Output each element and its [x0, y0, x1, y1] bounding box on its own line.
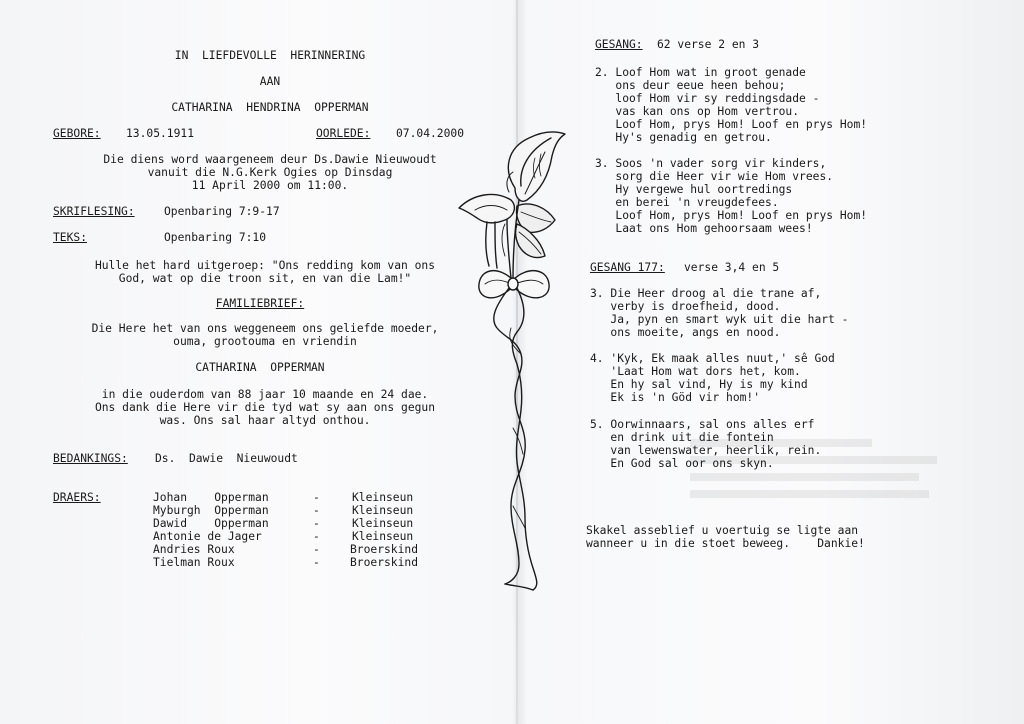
- pallbearer-dash: -: [313, 517, 320, 530]
- pallbearer-dash: -: [313, 491, 320, 504]
- deceased-short-name: CATHARINA OPPERMAN: [195, 361, 325, 374]
- pallbearers-label: DRAERS:: [53, 491, 101, 504]
- verse-3-line-3: Hy vergewe hul oortredings: [595, 183, 793, 196]
- pallbearer-name: Myburgh Opperman: [153, 504, 269, 517]
- verse-2-line-1: 2. Loof Hom wat in groot genade: [595, 66, 806, 79]
- died-date: 07.04.2000: [396, 127, 465, 140]
- verse-5-line-2: en drink uit die fontein: [590, 431, 774, 444]
- service-line-3: 11 April 2000 om 11:00.: [191, 179, 349, 192]
- verse-3b-line-1: 3. Die Heer droog al die trane af,: [590, 287, 822, 300]
- verse-3b-line-2: verby is droefheid, dood.: [590, 300, 781, 313]
- verse-3b-line-4: ons moeite, angs en nood.: [590, 326, 781, 339]
- text-label: TEKS:: [53, 231, 88, 244]
- pallbearer-name: Antonie de Jager: [153, 530, 262, 543]
- verse-3-line-1: 3. Soos 'n vader sorg vir kinders,: [595, 157, 827, 170]
- verse-4-line-4: Ek is 'n Göd vir hom!': [590, 391, 761, 404]
- pallbearer-relation: Kleinseun: [352, 517, 414, 530]
- born-date: 13.05.1911: [126, 127, 195, 140]
- pallbearer-name: Tielman Roux: [153, 556, 235, 569]
- pallbearer-dash: -: [313, 504, 320, 517]
- verse-2-line-5: Loof Hom, prys Hom! Loof en prys Hom!: [595, 118, 868, 131]
- verse-2-line-6: Hy's genadig en getrou.: [595, 131, 772, 144]
- pallbearer-relation: Broerskind: [350, 543, 419, 556]
- verse-4-line-2: 'Laat Hom wat dors het, kom.: [590, 365, 801, 378]
- verse-2-line-3: loof Hom vir sy reddingsdade -: [595, 92, 820, 105]
- closing-line-1: Skakel asseblief u voertuig se ligte aan: [586, 524, 859, 537]
- hymn-1-value: 62 verse 2 en 3: [657, 38, 760, 51]
- pallbearer-dash: -: [313, 556, 320, 569]
- pallbearer-relation: Broerskind: [350, 556, 419, 569]
- verse-2-line-2: ons deur eeue heen behou;: [595, 79, 786, 92]
- died-label: OORLEDE:: [316, 127, 371, 140]
- verse-3b-line-3: Ja, pyn en smart wyk uit die hart -: [590, 313, 849, 326]
- heading: IN LIEFDEVOLLE HERINNERING: [174, 49, 366, 62]
- pallbearer-relation: Kleinseun: [352, 504, 414, 517]
- hymn-2-label: GESANG 177:: [590, 261, 665, 274]
- calla-lily-top: [508, 132, 565, 201]
- family-line-2: ouma, grootouma en vriendin: [173, 335, 357, 348]
- age-line-2: Ons dank die Here vir die tyd wat sy aan ons gegun: [94, 401, 436, 414]
- pallbearer-relation: Kleinseun: [352, 530, 414, 543]
- verse-3-line-6: Laat ons Hom gehoorsaam wees!: [595, 222, 813, 235]
- verse-5-line-4: En God sal oor ons skyn.: [590, 457, 774, 470]
- verse-3-line-2: sorg die Heer vir wie Hom vrees.: [595, 170, 834, 183]
- quote-line-2: God, wat op die troon sit, en van die Lam!": [118, 272, 412, 285]
- pallbearer-name: Johan Opperman: [153, 491, 269, 504]
- verse-5-line-1: 5. Oorwinnaars, sal ons alles erf: [590, 418, 815, 431]
- closing-line-2: wanneer u in die stoet beweeg. Dankie!: [586, 537, 865, 550]
- age-line-1: in die ouderdom van 88 jaar 10 maande en 24 dae.: [101, 388, 429, 401]
- verse-2-line-4: vas kan ons op Hom vertrou.: [595, 105, 800, 118]
- hymn-1-label: GESANG:: [595, 38, 643, 51]
- verse-4-line-3: En hy sal vind, Hy is my kind: [590, 378, 808, 391]
- scripture-label: SKRIFLESING:: [53, 205, 135, 218]
- pallbearer-dash: -: [313, 530, 320, 543]
- verse-4-line-1: 4. 'Kyk, Ek maak alles nuut,' sê God: [590, 352, 835, 365]
- pallbearer-dash: -: [313, 543, 320, 556]
- heading-aan: AAN: [259, 75, 281, 88]
- quote-line-1: Hulle het hard uitgeroep: "Ons redding kom van ons: [94, 259, 436, 272]
- verse-5-line-3: van lewenswater, heerlik, rein.: [590, 444, 822, 457]
- family-line-1: Die Here het van ons weggeneem ons geliefde moeder,: [91, 322, 439, 335]
- calla-lily-ribbon-illustration: [455, 128, 570, 593]
- pallbearer-relation: Kleinseun: [352, 491, 414, 504]
- thanks-value: Ds. Dawie Nieuwoudt: [155, 452, 298, 465]
- calla-lily-left: [459, 194, 514, 222]
- verse-3-line-4: en berei 'n vreugdefees.: [595, 196, 779, 209]
- hymn-2-value: verse 3,4 en 5: [684, 261, 780, 274]
- pallbearer-name: Andries Roux: [153, 543, 235, 556]
- pallbearer-name: Dawid Opperman: [153, 517, 269, 530]
- scripture-value: Openbaring 7:9-17: [164, 205, 280, 218]
- service-line-2: vanuit die N.G.Kerk Ogies op Dinsdag: [147, 166, 393, 179]
- deceased-name: CATHARINA HENDRINA OPPERMAN: [171, 101, 369, 114]
- service-line-1: Die diens word waargeneem deur Ds.Dawie Nieuwoudt: [103, 153, 437, 166]
- family-letter-label: FAMILIEBRIEF:: [215, 297, 305, 310]
- age-line-3: was. Ons sal haar altyd onthou.: [159, 414, 371, 427]
- born-label: GEBORE:: [53, 127, 101, 140]
- thanks-label: BEDANKINGS:: [53, 452, 128, 465]
- text-value: Openbaring 7:10: [164, 231, 267, 244]
- verse-3-line-5: Loof Hom, prys Hom! Loof en prys Hom!: [595, 209, 868, 222]
